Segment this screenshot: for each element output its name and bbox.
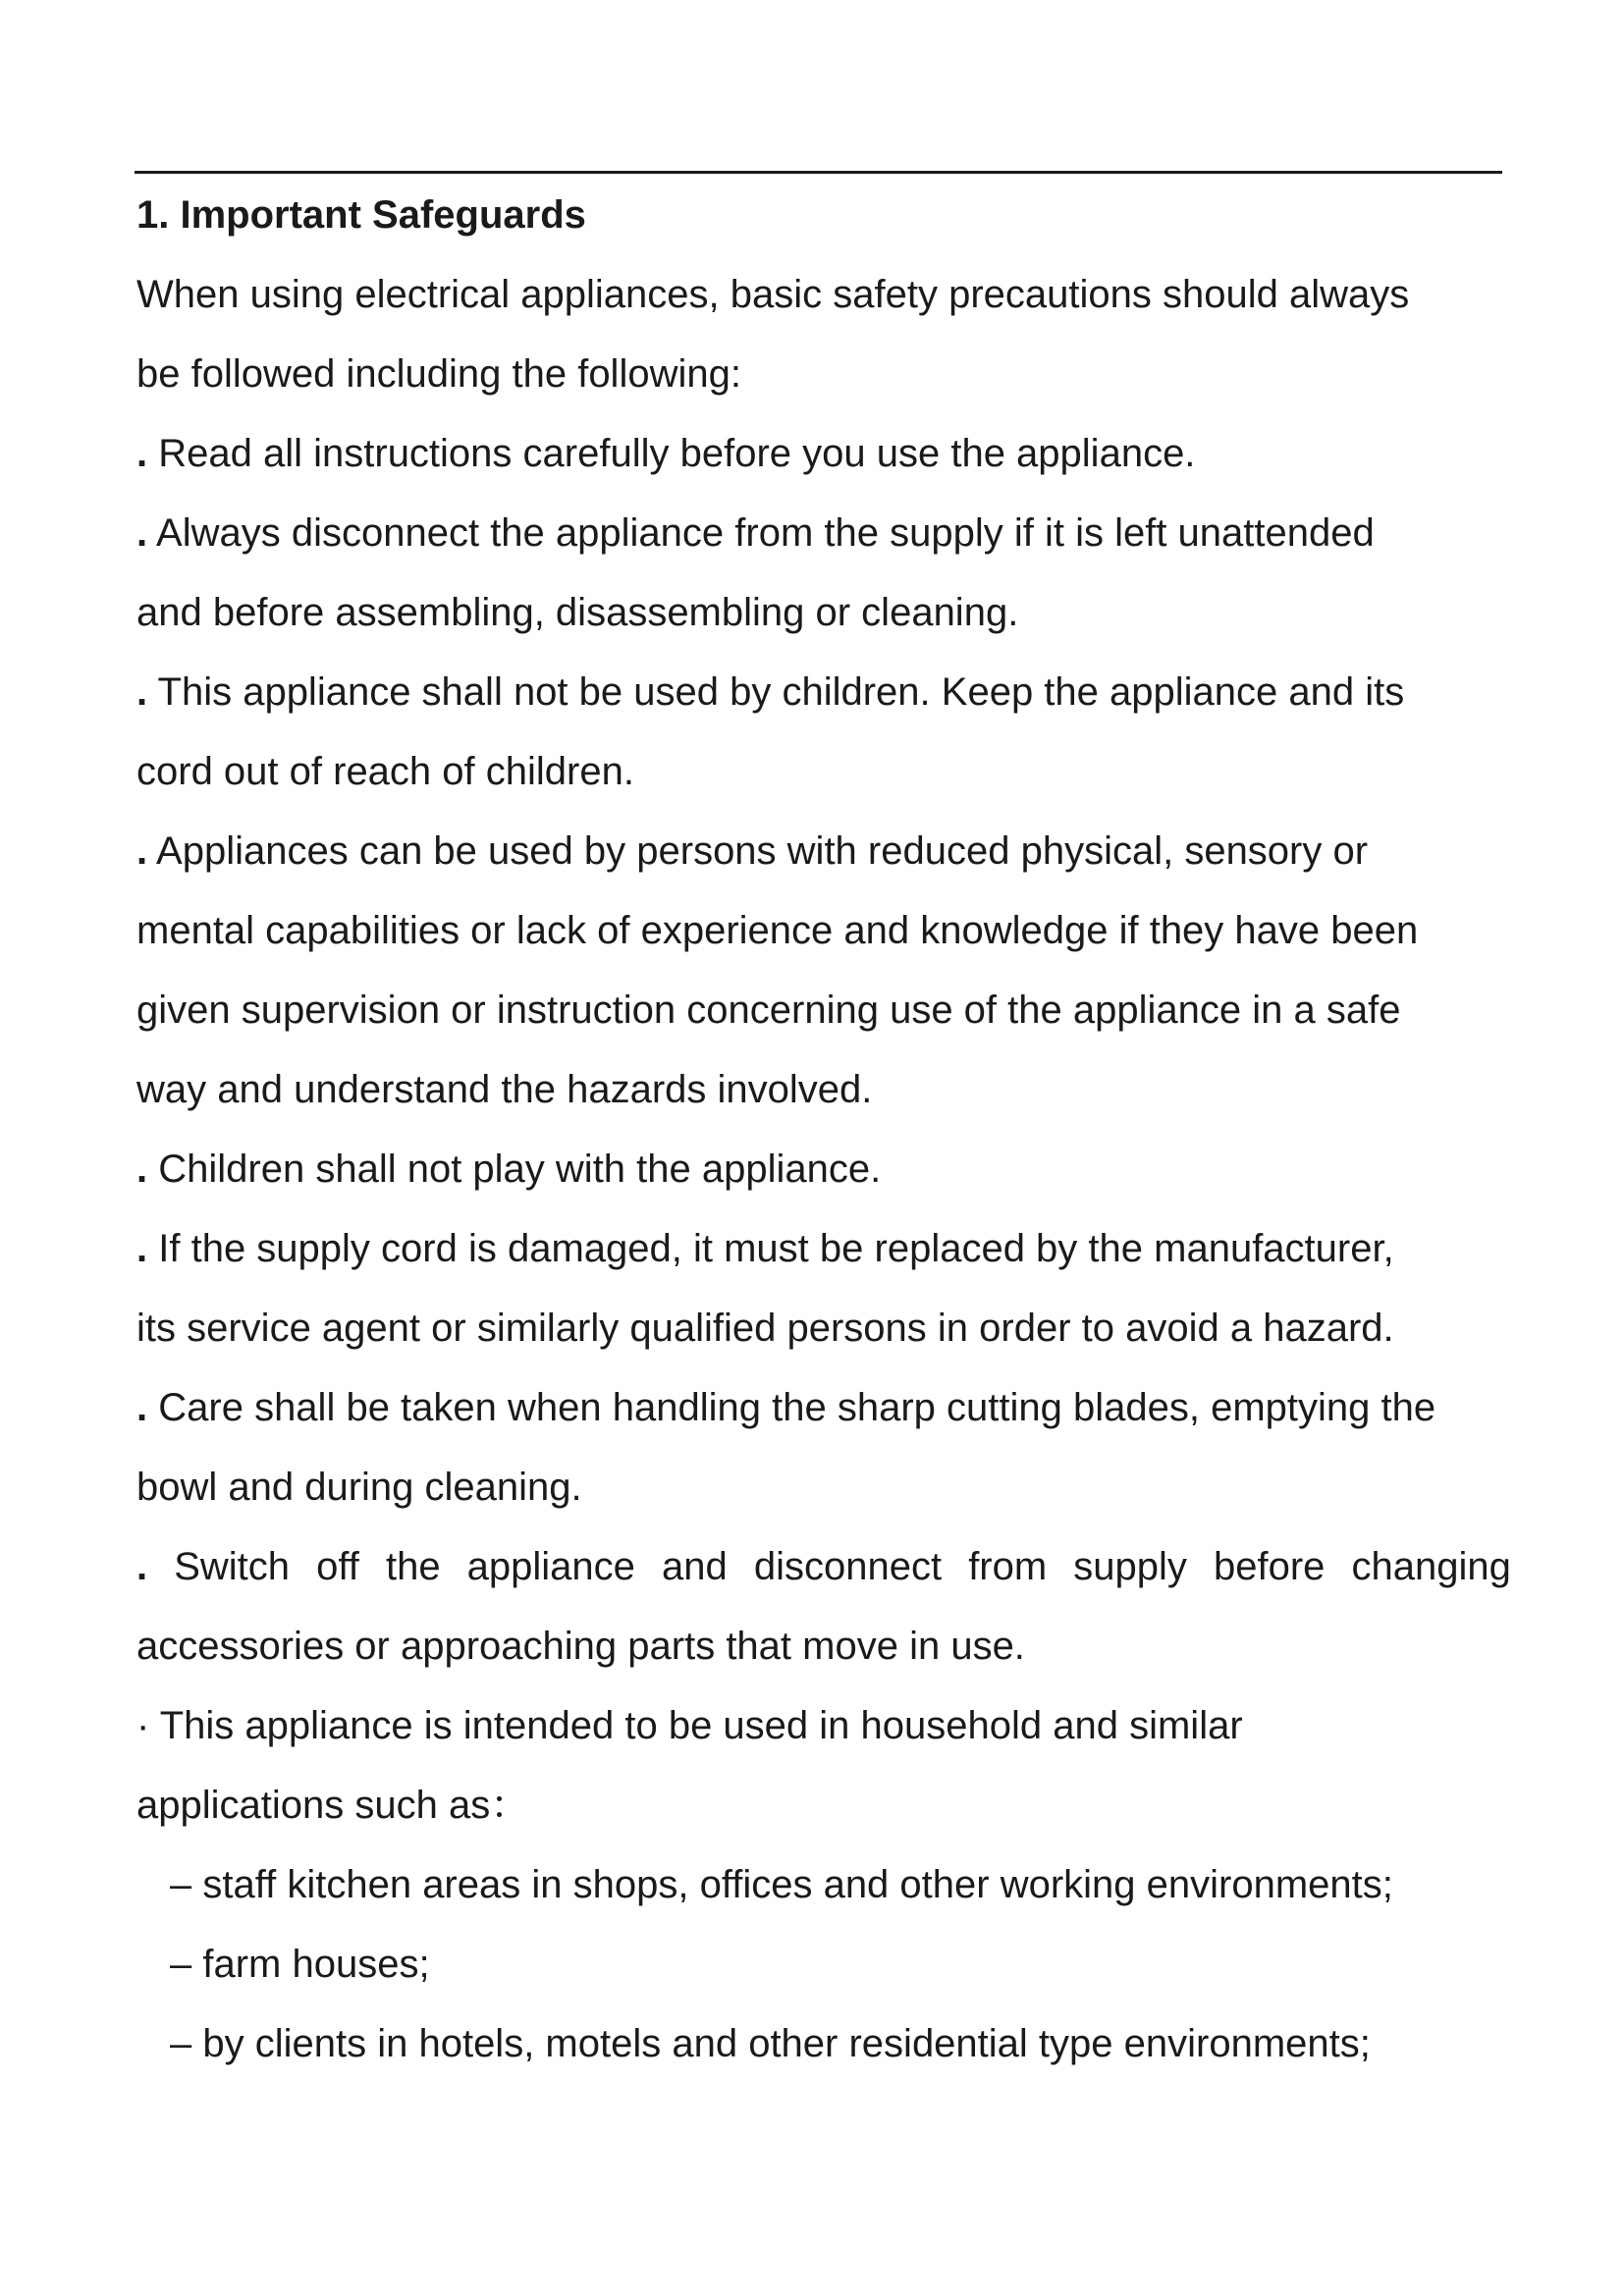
intro-line: When using electrical appliances, basic safety precautions should always	[136, 273, 1410, 316]
intro-line: be followed including the following:	[136, 352, 741, 396]
bullet-text: Appliances can be used by persons with reduced physical, sensory or	[156, 829, 1369, 873]
bullet-marker: .	[136, 829, 148, 873]
bullet-reduced-capabilities	[136, 812, 1511, 891]
justified-word: disconnect	[753, 1545, 943, 1588]
justified-word: appliance	[466, 1545, 635, 1588]
bullet-children-use	[136, 653, 1511, 732]
bullet-text: This appliance shall not be used by children. Keep the appliance and its	[157, 670, 1405, 714]
bullet-marker: .	[136, 1545, 148, 1588]
justified-word: the	[385, 1545, 441, 1588]
bullet-marker: .	[136, 511, 148, 555]
bullet-continuation: way and understand the hazards involved.	[136, 1068, 873, 1111]
bullet-household-use	[136, 1686, 1511, 1766]
bullet-continuation: given supervision or instruction concerning use of the appliance in a safe	[136, 988, 1401, 1032]
bullet-marker: .	[136, 1227, 148, 1270]
bullet-supply-cord	[136, 1209, 1511, 1289]
document-body	[136, 185, 1511, 2084]
sub-item-farm-houses: – farm houses;	[170, 1943, 430, 1986]
bullet-text: Always disconnect the appliance from the supply if it is left unattended	[156, 511, 1375, 555]
bullet-disconnect	[136, 494, 1511, 573]
justified-word: changing	[1351, 1545, 1511, 1588]
justified-word: supply	[1073, 1545, 1187, 1588]
bullet-children-play	[136, 1130, 1511, 1209]
bullet-switch-off	[136, 1527, 1511, 1607]
bullet-marker: .	[136, 1386, 148, 1429]
justified-word: Switch	[174, 1545, 291, 1588]
bullet-marker: .	[136, 670, 148, 714]
bullet-continuation: mental capabilities or lack of experience and knowledge if they have been	[136, 909, 1419, 952]
top-rule	[135, 171, 1502, 174]
bullet-text: Care shall be taken when handling the sharp cutting blades, emptying the	[158, 1386, 1436, 1429]
justified-word: and	[662, 1545, 728, 1588]
bullet-continuation: accessories or approaching parts that move in use.	[136, 1625, 1025, 1668]
section-heading: 1. Important Safeguards	[136, 193, 586, 237]
bullet-text: Read all instructions carefully before you use the appliance.	[158, 432, 1196, 475]
sub-item-hotels: – by clients in hotels, motels and other residential type environments;	[170, 2022, 1371, 2065]
bullet-read-instructions	[136, 414, 1511, 494]
bullet-continuation: applications such as：	[136, 1784, 530, 1827]
justified-word: from	[968, 1545, 1048, 1588]
bullet-text: If the supply cord is damaged, it must be replaced by the manufacturer,	[158, 1227, 1394, 1270]
bullet-marker: .	[136, 432, 148, 475]
justified-word: off	[316, 1545, 359, 1588]
bullet-marker: ·	[136, 1704, 150, 1747]
bullet-continuation: bowl and during cleaning.	[136, 1466, 582, 1509]
bullet-marker: .	[136, 1148, 148, 1191]
justified-word: before	[1214, 1545, 1326, 1588]
bullet-text: Children shall not play with the appliance.	[158, 1148, 882, 1191]
bullet-continuation: and before assembling, disassembling or cleaning.	[136, 591, 1019, 634]
bullet-text: This appliance is intended to be used in household and similar	[159, 1704, 1243, 1747]
bullet-sharp-blades	[136, 1368, 1511, 1448]
bullet-continuation: its service agent or similarly qualified persons in order to avoid a hazard.	[136, 1307, 1394, 1350]
sub-item-staff-kitchen: – staff kitchen areas in shops, offices and other working environments;	[170, 1863, 1393, 1906]
bullet-continuation: cord out of reach of children.	[136, 750, 634, 793]
